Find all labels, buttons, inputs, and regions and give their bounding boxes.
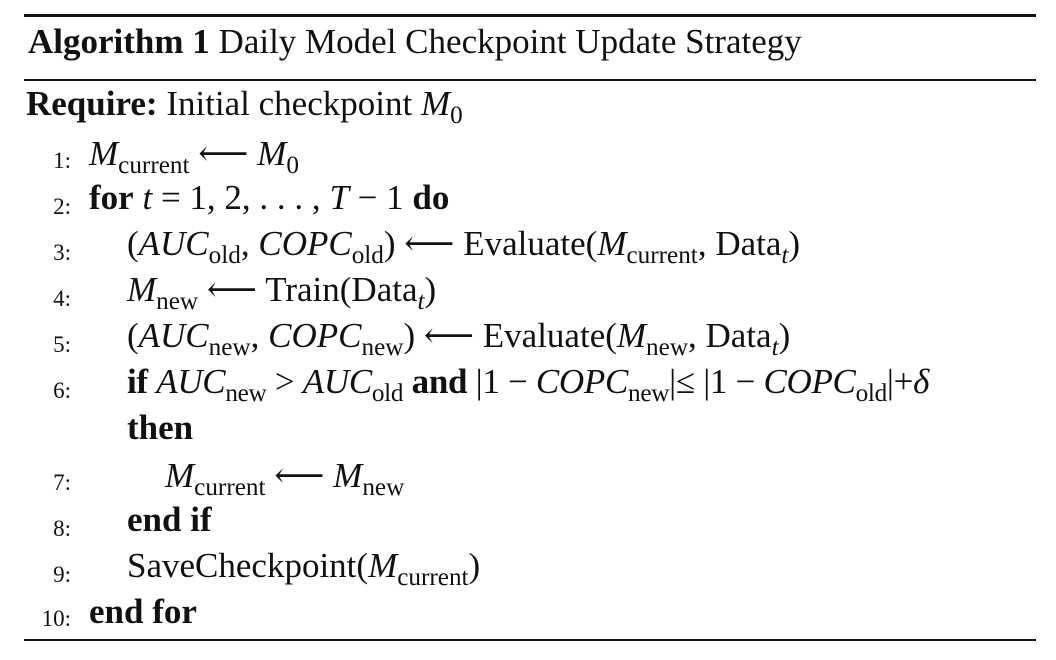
algorithm-step-9: $SaveCheckpoint(M_{current})$: [127, 546, 481, 592]
line-number: 4:: [53, 286, 71, 311]
algorithm-step-2: for t = 1, 2, . . . , T − 1 do: [89, 178, 450, 217]
then-keyword: then: [127, 408, 194, 447]
require-text: Initial checkpoint: [166, 84, 413, 123]
line-number: 1:: [53, 148, 71, 173]
bottom-rule: [24, 639, 1036, 641]
line-number: 5:: [53, 332, 71, 357]
algorithm-title: Daily Model Checkpoint Update Strategy: [218, 22, 802, 61]
algorithm-step-7: $M_{current}$ ⟵ $M_{new}$: [165, 456, 405, 502]
line-number: 9:: [53, 562, 71, 587]
line-number: 2:: [53, 194, 71, 219]
algorithm-step-6: if $AUC_{new} > AUC_{old}$ and $|1 - COPC_{new}|\le |1$ − $COPC_{old}|+\delta$: [127, 362, 930, 408]
require-keyword: Require:: [26, 84, 158, 123]
algorithm-step-3: ($AUC_{old}$, $COPC_{old}$) ⟵ $Evaluate(M_{current}$, Data$_t$): [127, 224, 801, 270]
algorithm-label: Algorithm 1: [28, 22, 210, 61]
line-number: 10:: [41, 606, 71, 631]
algorithm-step-1: $M_{current}$ ⟵ $M_0$: [89, 134, 299, 180]
line-number: 8:: [53, 516, 71, 541]
line-number: 6:: [53, 378, 71, 403]
caption-rule: [24, 79, 1036, 81]
algorithm-step-10: end for: [89, 592, 197, 631]
top-rule: [24, 14, 1036, 17]
algorithm-step-5: ($AUC_{new}$, $COPC_{new}$) ⟵ $Evaluate(M_{new}$, Data$_t$): [127, 316, 791, 362]
line-number: 7:: [53, 470, 71, 495]
require-line: Require: Initial checkpoint $M_0$: [26, 84, 463, 130]
algorithm-caption: [28, 22, 802, 62]
algorithm-step-8: end if: [127, 500, 212, 539]
algorithm-step-4: $M_{new}$ ⟵ Train(Data$_t$): [127, 270, 437, 316]
line-number: 3:: [53, 240, 71, 265]
